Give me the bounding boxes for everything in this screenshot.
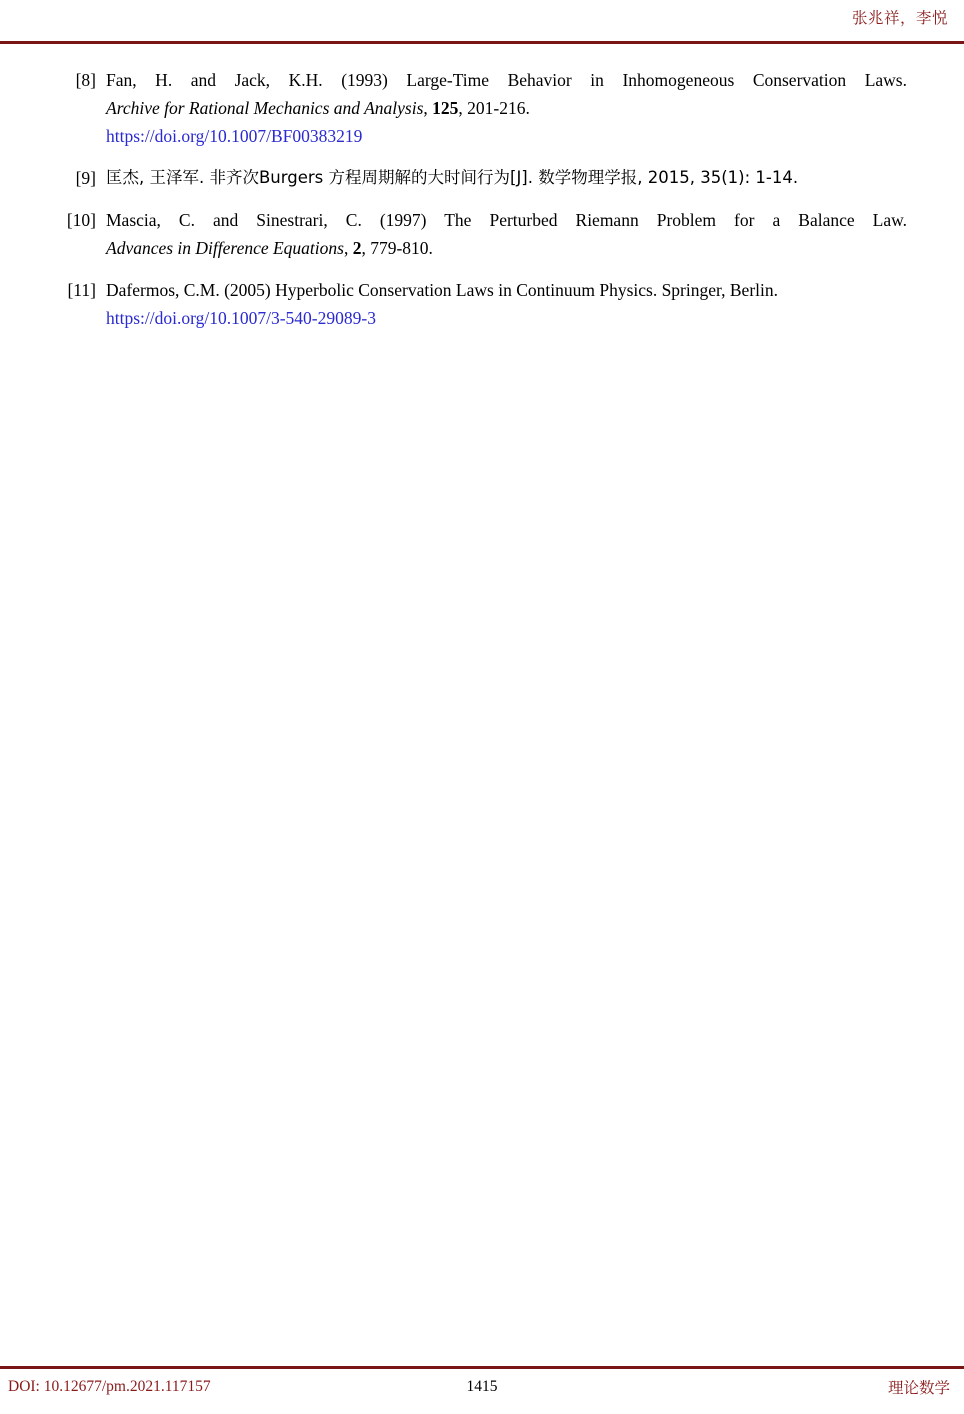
reference-title-line: Dafermos, C.M. (2005) Hyperbolic Conservation Laws in Continuum Physics. Springer, Berlin. — [106, 280, 778, 300]
reference-body — [106, 276, 907, 332]
reference-body — [106, 66, 907, 150]
page-header — [0, 0, 964, 44]
reference-list — [62, 66, 907, 346]
footer-journal-name: 理论数学 — [887, 1379, 950, 1397]
journal-volume: 2 — [352, 238, 362, 258]
page-footer — [0, 1366, 964, 1414]
reference-item — [62, 206, 907, 262]
journal-pages: , 779-810. — [361, 238, 433, 258]
reference-item — [62, 276, 907, 332]
reference-number: [8] — [75, 70, 96, 90]
reference-title-line-cjk: 匡杰, 王泽军. 非齐次Burgers 方程周期解的大时间行为[J]. 数学物理学报, 2015, 35(1): 1-14. — [106, 168, 799, 187]
journal-name: Archive for Rational Mechanics and Analysis — [106, 98, 424, 118]
header-authors: 张兆祥，李悦 — [851, 9, 948, 27]
reference-source-line — [106, 94, 907, 122]
doi-line — [106, 122, 907, 150]
reference-number: [11] — [67, 280, 96, 300]
journal-volume: 125 — [432, 98, 459, 118]
journal-pages: , 201-216. — [458, 98, 530, 118]
reference-item — [62, 66, 907, 150]
journal-name: Advances in Difference Equations — [106, 238, 344, 258]
doi-link[interactable]: https://doi.org/10.1007/BF00383219 — [106, 126, 363, 146]
footer-page-number: 1415 — [466, 1378, 498, 1395]
reference-number: [10] — [66, 210, 96, 230]
reference-body — [106, 206, 907, 262]
reference-source-line — [106, 234, 907, 262]
reference-body — [106, 164, 907, 192]
journal-sep: , — [423, 98, 433, 118]
reference-item — [62, 164, 907, 192]
journal-sep: , — [343, 238, 353, 258]
header-divider — [0, 41, 964, 44]
doi-link[interactable]: https://doi.org/10.1007/3-540-29089-3 — [106, 308, 376, 328]
footer-divider — [0, 1366, 964, 1369]
reference-title-line: Fan, H. and Jack, K.H. (1993) Large-Time Behavior in Inhomogeneous Conservation Laws. — [106, 70, 907, 90]
reference-title-line: Mascia, C. and Sinestrari, C. (1997) The Perturbed Riemann Problem for a Balance Law. — [106, 210, 907, 230]
reference-number: [9] — [75, 168, 96, 188]
doi-line — [106, 304, 907, 332]
footer-doi[interactable]: DOI: 10.12677/pm.2021.117157 — [8, 1378, 211, 1395]
